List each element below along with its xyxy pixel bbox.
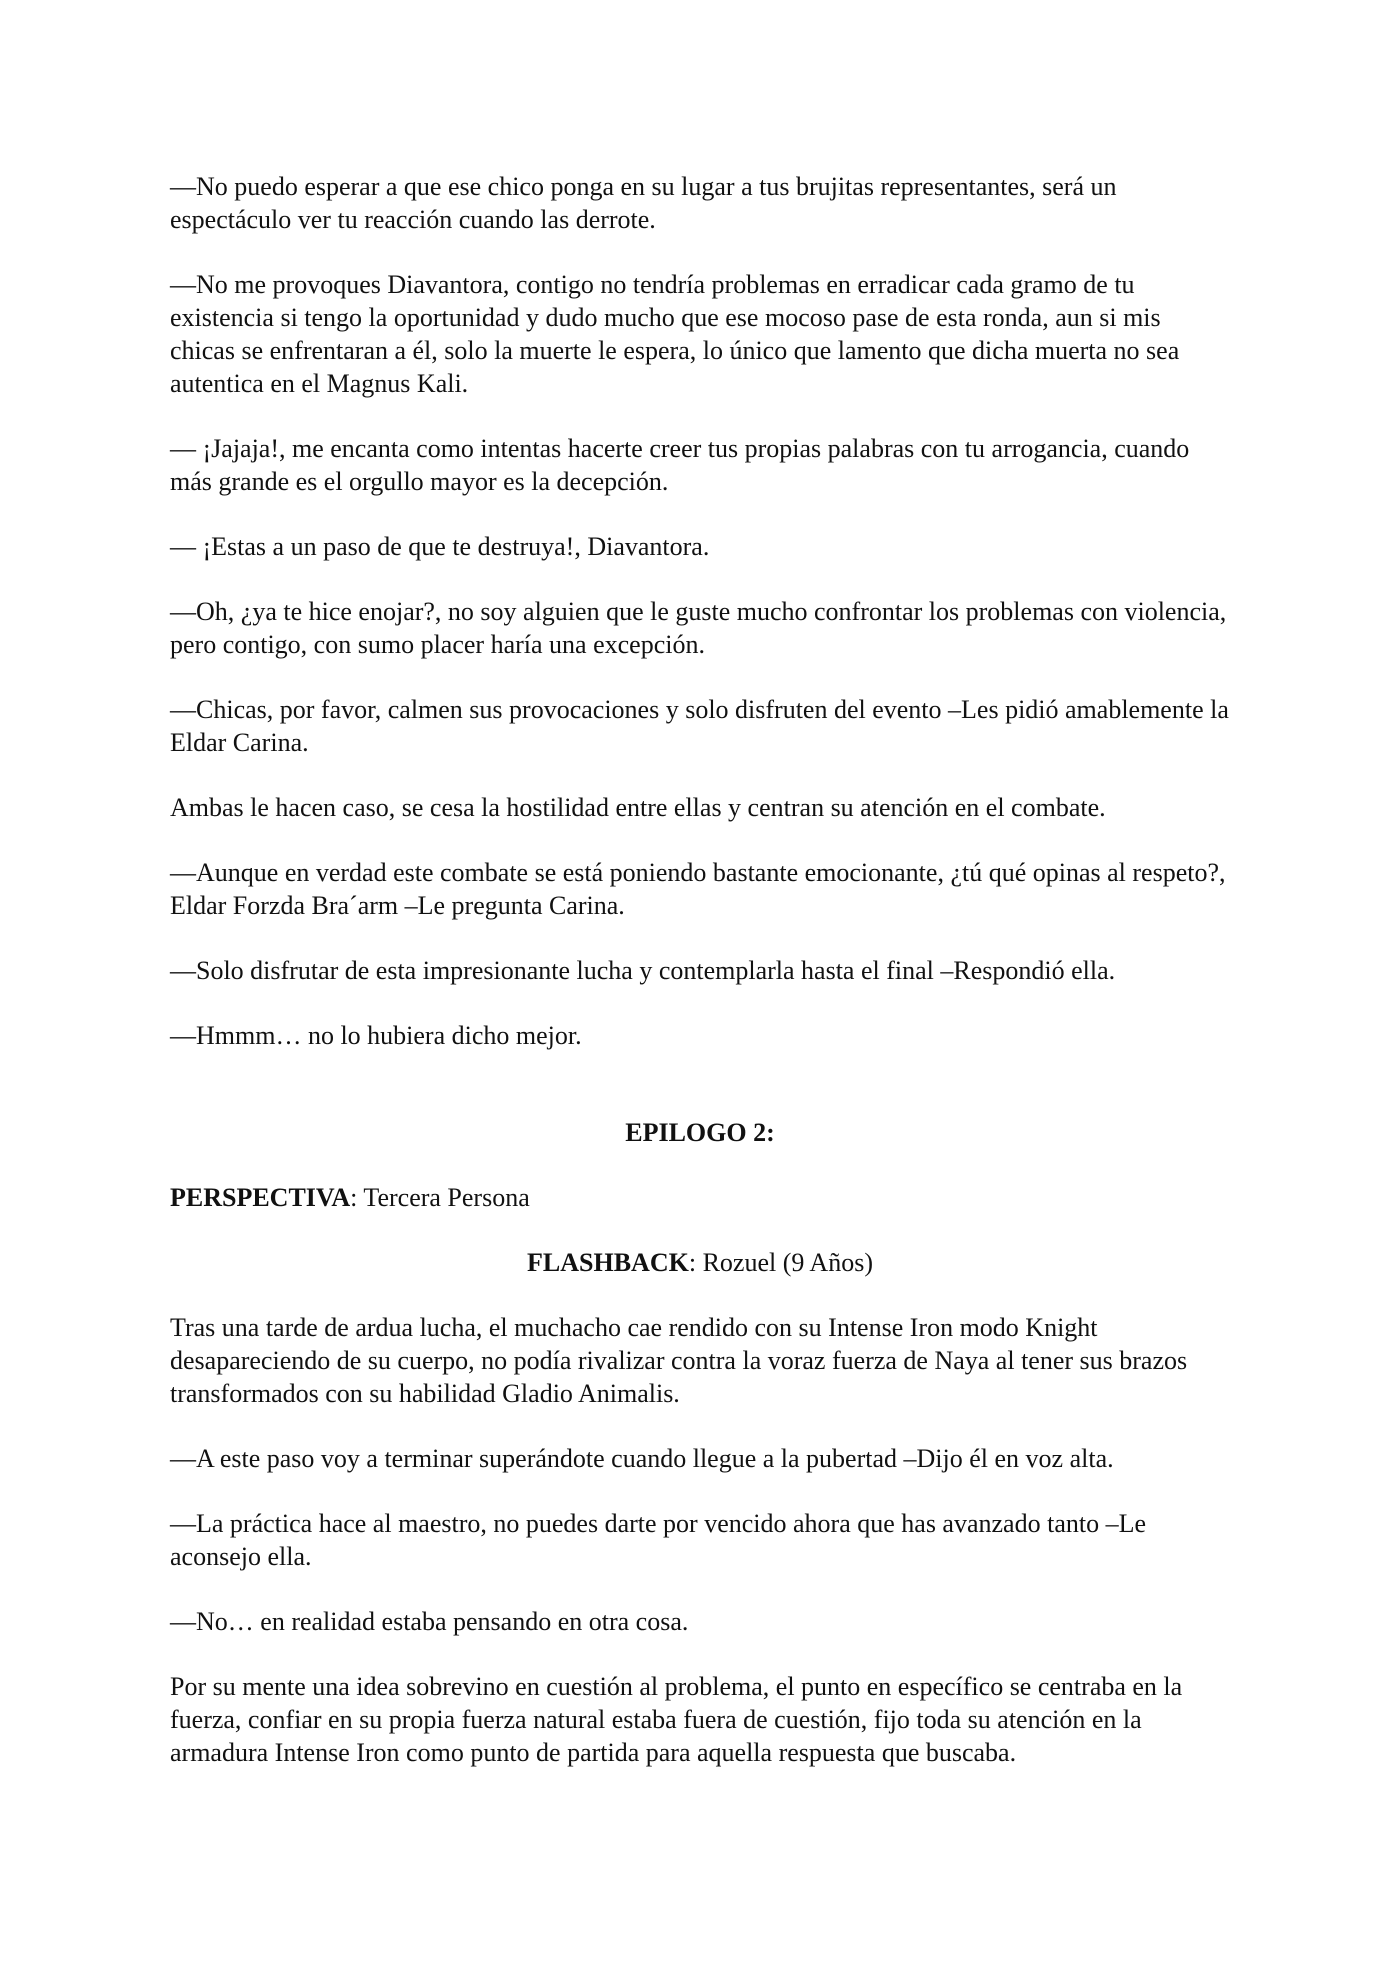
flashback-colon: : bbox=[688, 1248, 703, 1277]
flashback-value: Rozuel (9 Años) bbox=[702, 1248, 873, 1277]
document-body bbox=[170, 170, 1230, 1801]
paragraph-9: —Solo disfrutar de esta impresionante lucha y contemplarla hasta el final –Respondió ella. bbox=[170, 956, 1116, 985]
perspective-label: PERSPECTIVA bbox=[170, 1183, 351, 1212]
paragraph-12: —A este paso voy a terminar superándote cuando llegue a la pubertad –Dijo él en voz alta. bbox=[170, 1444, 1114, 1473]
epilogue-heading bbox=[170, 1116, 1230, 1149]
paragraph-3: — ¡Jajaja!, me encanta como intentas hacerte creer tus propias palabras con tu arrogancia, cuando más grande es el orgullo mayor es la decepción. bbox=[170, 434, 1190, 496]
paragraph-10: —Hmmm… no lo hubiera dicho mejor. bbox=[170, 1021, 582, 1050]
flashback-label: FLASHBACK bbox=[527, 1248, 689, 1277]
paragraph-6: —Chicas, por favor, calmen sus provocaciones y solo disfruten del evento –Les pidió amablemente la Eldar Carina. bbox=[170, 695, 1229, 757]
paragraph-4: — ¡Estas a un paso de que te destruya!, Diavantora. bbox=[170, 532, 710, 561]
paragraph-1: —No puedo esperar a que ese chico ponga en su lugar a tus brujitas representantes, será un espectáculo ver tu reacción cuando las derrote. bbox=[170, 172, 1117, 234]
perspective-line bbox=[170, 1181, 1230, 1214]
paragraph-15: Por su mente una idea sobrevino en cuestión al problema, el punto en específico se centraba en la fuerza, confiar en su propia fuerza natural estaba fuera de cuestión, fijo toda su atención en la armadura Intense Iron como punto de partida para aquella respuesta que buscaba. bbox=[170, 1672, 1183, 1767]
perspective-colon: : bbox=[350, 1183, 364, 1212]
perspective-value: Tercera Persona bbox=[363, 1183, 530, 1212]
paragraph-5: —Oh, ¿ya te hice enojar?, no soy alguien que le guste mucho confrontar los problemas con violencia, pero contigo, con sumo placer haría una excepción. bbox=[170, 597, 1227, 659]
paragraph-7: Ambas le hacen caso, se cesa la hostilidad entre ellas y centran su atención en el combate. bbox=[170, 793, 1106, 822]
flashback-line bbox=[170, 1246, 1230, 1279]
paragraph-13: —La práctica hace al maestro, no puedes darte por vencido ahora que has avanzado tanto –Le aconsejo ella. bbox=[170, 1509, 1147, 1571]
paragraph-14: —No… en realidad estaba pensando en otra cosa. bbox=[170, 1607, 689, 1636]
paragraph-2: —No me provoques Diavantora, contigo no tendría problemas en erradicar cada gramo de tu existencia si tengo la oportunidad y dudo mucho que ese mocoso pase de esta ronda, aun si mis chicas se enfrentaran a él, solo la muerte le espera, lo único que lamento que dicha muerta no sea autentica en el Magnus Kali. bbox=[170, 270, 1180, 398]
epilogue-title: EPILOGO 2: bbox=[625, 1118, 775, 1147]
paragraph-11: Tras una tarde de ardua lucha, el muchacho cae rendido con su Intense Iron modo Knight desapareciendo de su cuerpo, no podía rivalizar contra la voraz fuerza de Naya al tener sus brazos transformados con su habilidad Gladio Animalis. bbox=[170, 1313, 1188, 1408]
paragraph-8: —Aunque en verdad este combate se está poniendo bastante emocionante, ¿tú qué opinas al respeto?, Eldar Forzda Bra´arm –Le pregunta Carina. bbox=[170, 858, 1226, 920]
